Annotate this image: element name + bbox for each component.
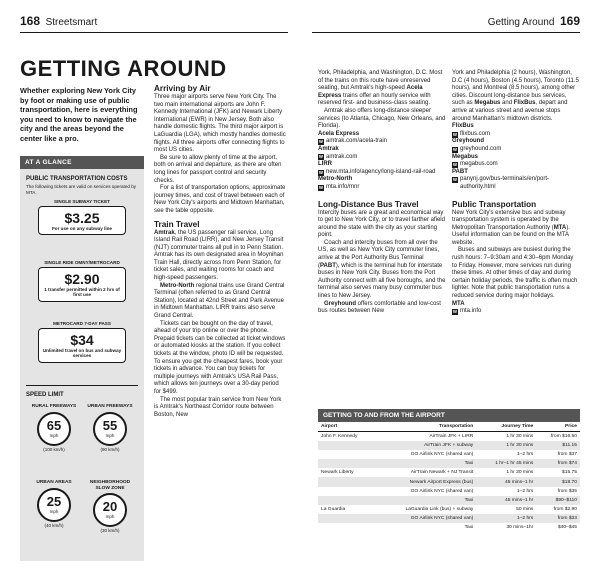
cell-transportation: GO Airlink NYC (shared van) <box>376 514 477 523</box>
left-page-section: Streetsmart <box>45 17 98 28</box>
link-acela[interactable]: w amtrak.com/acela-train <box>319 138 388 146</box>
link-greyhound[interactable]: w greyhound.com <box>453 145 502 153</box>
col-header-airport: Airport <box>318 422 376 432</box>
cell-airport <box>318 477 376 486</box>
table-row <box>318 450 580 459</box>
speed-label: RURAL FREEWAYS <box>31 404 77 409</box>
column-2 <box>318 70 446 316</box>
bus-paragraph: Intercity buses are a great and economical way to get to New York City, or to travel farther afield around the state with the city as your starting point. <box>318 209 445 239</box>
link-flixbus-name: FlixBus <box>452 123 474 130</box>
web-icon: w <box>453 309 457 316</box>
speed-neighborhood-slow-zone <box>84 480 136 533</box>
ticket-box <box>38 206 126 235</box>
ticket-desc: Unlimited travel on bus and subway services <box>42 348 122 359</box>
link-lirr[interactable]: w new.mta.info/agency/long-island-rail-road <box>319 168 436 176</box>
pabt-bold: PABT <box>320 262 336 269</box>
pt-paragraph: Buses and subways are busiest during the rush hours: 7–9:30am and 4:30–6pm Monday to Friday. However, more services run during these times. At other times of day and during certain holiday periods, the traffic is often much lighter. Note that public transportation runs a reduced service during major holidays. <box>452 247 578 300</box>
rail-paragraph: Amtrak also offers long-distance sleeper services (to Atlanta, Chicago, New Orleans, and Florida). <box>318 107 446 130</box>
left-page-header <box>20 14 97 28</box>
web-icon: w <box>453 146 457 153</box>
cell-transportation: AirTrain JFK + subway <box>376 441 477 450</box>
column-1 <box>154 84 286 419</box>
cell-airport <box>318 523 376 532</box>
web-icon: w <box>319 184 323 191</box>
table-row <box>318 468 580 477</box>
link-greyhound-name: Greyhound <box>452 138 485 145</box>
amtrak-bold: Amtrak <box>154 229 175 236</box>
speed-sign <box>37 412 71 446</box>
cell-price: $18.70 <box>536 477 580 486</box>
intro-text: Whether exploring New York City by foot or making use of public transportation, here is everything you need to know to navigate the city and the areas beyond the center like a pro. <box>20 86 138 143</box>
cell-airport: La Guardia <box>321 507 346 513</box>
cell-journey-time: 45 mins–1 hr <box>476 477 536 486</box>
speed-sign <box>93 493 127 527</box>
col-header-transportation: Transportation <box>376 422 477 432</box>
cell-journey-time: 50 mins <box>516 507 534 513</box>
speed-limit-title: SPEED LIMIT <box>26 392 64 398</box>
cell-price: from $35 <box>557 488 577 494</box>
cell-price: $15.75 <box>562 470 577 476</box>
link-amtrak[interactable]: w amtrak.com <box>319 153 358 161</box>
table-header-row <box>318 422 580 432</box>
speed-kmh: (40 km/h) <box>44 522 64 528</box>
right-page-section: Getting Around <box>487 17 555 28</box>
train-paragraph: Amtrak, the US passenger rail service, Long Island Rail Road (LIRR), and New Jersey Transit (NJT) commuter trains all pull in to Penn Station. Amtrak has its own designated area in Moynihan Train Hall, directly across from Penn Station, for ticket sales, and waiting rooms for coach and high-speed passengers. <box>154 229 284 282</box>
right-page-number: 169 <box>559 14 580 28</box>
cell-airport <box>318 441 376 450</box>
at-a-glance-box <box>20 156 144 561</box>
speed-label: NEIGHBORHOOD SLOW ZONE <box>89 480 131 491</box>
ticket-price: $2.90 <box>64 271 100 287</box>
link-megabus-name: Megabus <box>452 153 479 160</box>
cell-journey-time: 1 hr 30 mins <box>476 441 536 450</box>
cell-transportation: Taxi <box>464 525 474 531</box>
bus-paragraph: Greyhound offers comfortable and low-cost bus routes between New <box>318 300 441 315</box>
cell-airport <box>318 514 376 523</box>
speed-unit: mph <box>105 514 115 520</box>
flixbus-bold: FlixBus <box>513 100 536 107</box>
link-amtrak-name: Amtrak <box>318 145 339 152</box>
link-megabus[interactable]: w megabus.com <box>453 161 498 168</box>
ticket-7-day-pass <box>38 321 126 363</box>
cell-price: from $2.90 <box>553 507 577 513</box>
ticket-price: $3.25 <box>64 210 100 226</box>
cell-price: $11.15 <box>536 441 580 450</box>
cell-transportation: Newark Airport Express (bus) <box>376 477 477 486</box>
cell-transportation: AirTrain Newark + NJ Transit <box>410 470 474 476</box>
cell-airport <box>318 487 376 496</box>
pt-paragraph: New York City's extensive bus and subway transportation system is operated by the Metropolitan Transportation Authority (MTA). Useful information can be found on the MTA website. <box>452 209 570 246</box>
table-row <box>318 441 580 450</box>
cell-transportation: Taxi <box>376 459 477 468</box>
speed-number: 25 <box>46 493 62 509</box>
table-row <box>318 505 580 514</box>
speed-sign <box>93 412 127 446</box>
table-row <box>318 496 580 505</box>
speed-urban-freeways <box>84 404 136 452</box>
link-metro-north-name: Metro-North <box>318 176 353 183</box>
ticket-price: $34 <box>70 332 94 348</box>
web-icon: w <box>319 154 323 161</box>
right-header-rule <box>312 32 580 33</box>
link-pabt[interactable]: w panynj.gov/bus-terminals/en/port-authority.html <box>453 176 550 190</box>
cell-journey-time: 1 hr 30 mins <box>506 470 534 476</box>
table-row <box>318 514 580 523</box>
metro-north-bold: Metro-North <box>160 282 195 289</box>
megabus-bold: Megabus <box>474 100 501 107</box>
acela-bold: Acela Express <box>318 85 423 99</box>
ticket-box <box>38 328 126 363</box>
cell-airport: John F. Kennedy <box>321 433 358 439</box>
bus-paragraph: Coach and intercity buses from all over the US, as well as New York City commuter lines, arrive at the Port Authority Bus Terminal (PABT), which is the terminal hub for interstate buses in New York City. Buses from the Port Authority connect with all five boroughs, and the terminal also serves many busy commuter bus lines to New Jersey. <box>318 239 446 300</box>
cell-airport: Newark Liberty <box>321 470 354 476</box>
cell-journey-time: 1 hr–1 hr 45 mins <box>476 459 536 468</box>
col-header-price: Price <box>536 422 580 432</box>
right-page-header <box>488 14 580 28</box>
web-icon: w <box>319 139 323 146</box>
ticket-label: SINGLE SUBWAY TICKET <box>54 199 110 204</box>
cell-price: from $33 <box>536 514 580 523</box>
cell-journey-time: 1–2 hrs <box>476 514 536 523</box>
costs-title: PUBLIC TRANSPORTATION COSTS <box>26 176 128 182</box>
speed-rural-freeways <box>28 404 80 452</box>
cell-price: from $16.50 <box>550 433 577 439</box>
mta-bold: MTA <box>553 224 567 231</box>
col-header-journey-time: Journey Time <box>476 422 536 432</box>
cell-airport <box>318 450 376 459</box>
bus-travel-heading: Long-Distance Bus Travel <box>318 199 419 209</box>
train-paragraph: The most popular train service from New York is Amtrak's Northeast Corridor route between Boston, New <box>154 396 282 418</box>
cell-journey-time: 30 mins–1hr <box>506 525 534 531</box>
ticket-single-subway <box>38 199 126 235</box>
table-row <box>318 523 580 532</box>
airport-table-title: GETTING TO AND FROM THE AIRPORT <box>318 409 580 422</box>
web-icon: w <box>319 169 323 176</box>
speed-kmh: (100 km/h) <box>43 446 65 452</box>
costs-subtitle: The following tickets are valid on services operated by MTA. <box>26 184 137 195</box>
cell-journey-time: 1–2 hrs <box>516 451 534 457</box>
ticket-box <box>38 267 126 302</box>
ticket-label: SINGLE RIDE OMNY/METROCARD <box>44 260 120 265</box>
web-icon: w <box>453 177 457 184</box>
cell-price: $40–$45 <box>557 525 577 531</box>
cell-transportation: Taxi <box>376 496 477 505</box>
air-paragraph: For a list of transportation options, approximate journey times, and cost of travel between each of New York City's airports and Midtown Manhattan, see the table opposite. <box>154 185 286 214</box>
link-pabt-name: PABT <box>452 168 468 175</box>
table-row <box>318 459 580 468</box>
ticket-desc: For use on any subway line <box>52 226 112 231</box>
table-row <box>318 477 580 486</box>
cell-transportation: AirTrain JFK + LIRR <box>429 433 474 439</box>
cell-journey-time: 1–2 hrs <box>516 488 534 494</box>
cell-airport <box>318 496 376 505</box>
cell-transportation: GO Airlink NYC (shared van) <box>410 488 474 494</box>
link-metro-north[interactable]: w mta.info/mnr <box>319 183 360 191</box>
link-mta-name: MTA <box>452 300 465 307</box>
web-icon: w <box>453 131 457 138</box>
left-page-number: 168 <box>20 14 41 28</box>
airport-table <box>318 422 580 533</box>
ticket-single-ride <box>38 260 126 302</box>
speed-sign <box>37 488 71 522</box>
table-row <box>318 432 580 441</box>
link-acela-name: Acela Express <box>318 130 360 137</box>
air-paragraph: Be sure to allow plenty of time at the airport, both on arrival and departure, as there are often long lines for passport control and security checks. <box>154 154 282 184</box>
rail-paragraph: York, Philadelphia, and Washington, D.C. Most of the trains on this route have unreserved seating, but Amtrak's high-speed Acela Express trains offer an hourly service with reserved first- and business-class seating. <box>318 70 443 107</box>
glance-divider <box>26 385 138 386</box>
train-paragraph: Tickets can be bought on the day of travel, ahead of your trip online or over the phone. Prepaid tickets can be collected at ticket windows or automated kiosks at the station. If you collect tickets at the window, photo ID will be requested. To ensure you get the cheapest fares, book your tickets in advance. You can buy tickets for multiple journeys with Amtrak's USA Rail Pass, which allows ten journeys over a 30-day period for $499. <box>154 320 286 395</box>
speed-kmh: (30 km/h) <box>100 528 120 534</box>
cell-journey-time: 1 hr 30 mins <box>506 433 534 439</box>
speed-number: 20 <box>102 499 118 515</box>
speed-unit: mph <box>49 432 59 438</box>
public-transportation-heading: Public Transportation <box>452 199 537 209</box>
speed-kmh: (90 km/h) <box>100 446 120 452</box>
cell-transportation: GO Airlink NYC (shared van) <box>410 451 474 457</box>
cell-transportation: LaGuardia Link (bus) + subway <box>405 507 474 513</box>
speed-number: 55 <box>102 417 118 433</box>
page-title: GETTING AROUND <box>20 56 227 81</box>
train-paragraph: Metro-North regional trains use Grand Central Terminal (often referred to as Grand Central Station), located at 42nd Street and Park Avenue in Midtown Manhattan. LIRR trains also serve Grand Central. <box>154 282 285 320</box>
speed-urban-areas <box>28 480 80 528</box>
link-mta[interactable]: w mta.info <box>453 308 482 316</box>
at-a-glance-header: AT A GLANCE <box>20 156 144 169</box>
column-3 <box>452 70 580 316</box>
airport-table-box <box>318 409 580 533</box>
link-lirr-name: LIRR <box>318 161 332 168</box>
web-icon: w <box>453 161 457 168</box>
speed-unit: mph <box>49 508 59 514</box>
link-flixbus[interactable]: w flixbus.com <box>453 130 491 138</box>
left-header-rule <box>20 32 288 33</box>
cell-airport <box>318 459 376 468</box>
cell-price: $90–$110 <box>536 496 580 505</box>
speed-unit: mph <box>105 432 115 438</box>
speed-label: URBAN FREEWAYS <box>87 404 133 409</box>
cell-journey-time: 45 mins–1 hr <box>476 496 536 505</box>
greyhound-bold: Greyhound <box>324 300 357 307</box>
speed-number: 65 <box>46 417 62 433</box>
arriving-by-air-heading: Arriving by Air <box>154 84 211 93</box>
ticket-desc: 1 transfer permitted within 2 hrs of first use <box>44 287 120 298</box>
ticket-label: METROCARD 7-DAY PASS <box>53 321 111 326</box>
table-row <box>318 487 580 496</box>
train-travel-heading: Train Travel <box>154 219 200 229</box>
air-paragraph: Three major airports serve New York City. The two main international airports are John F. Kennedy International (JFK) and Newark Liberty International (EWR) in New Jersey. Both also handle domestic flights. The third major airport is LaGuardia (LGA), which mostly handles domestic flights. All three airports offer connecting flights to most US cities. <box>154 94 286 154</box>
speed-label: URBAN AREAS <box>36 480 72 485</box>
bus-paragraph: York and Philadelphia (2 hours), Washington, D.C (4 hours), Boston (4.5 hours), Toronto (11.5 hours), and Montreal (8.5 hours), among other cities. Discount long-distance bus services, such as Megabus and FlixBus, depart and arrive at various street and avenue stops around Manhattan's midtown districts. <box>452 70 579 122</box>
cell-price: from $37 <box>557 451 577 457</box>
cell-price: from $74 <box>536 459 580 468</box>
